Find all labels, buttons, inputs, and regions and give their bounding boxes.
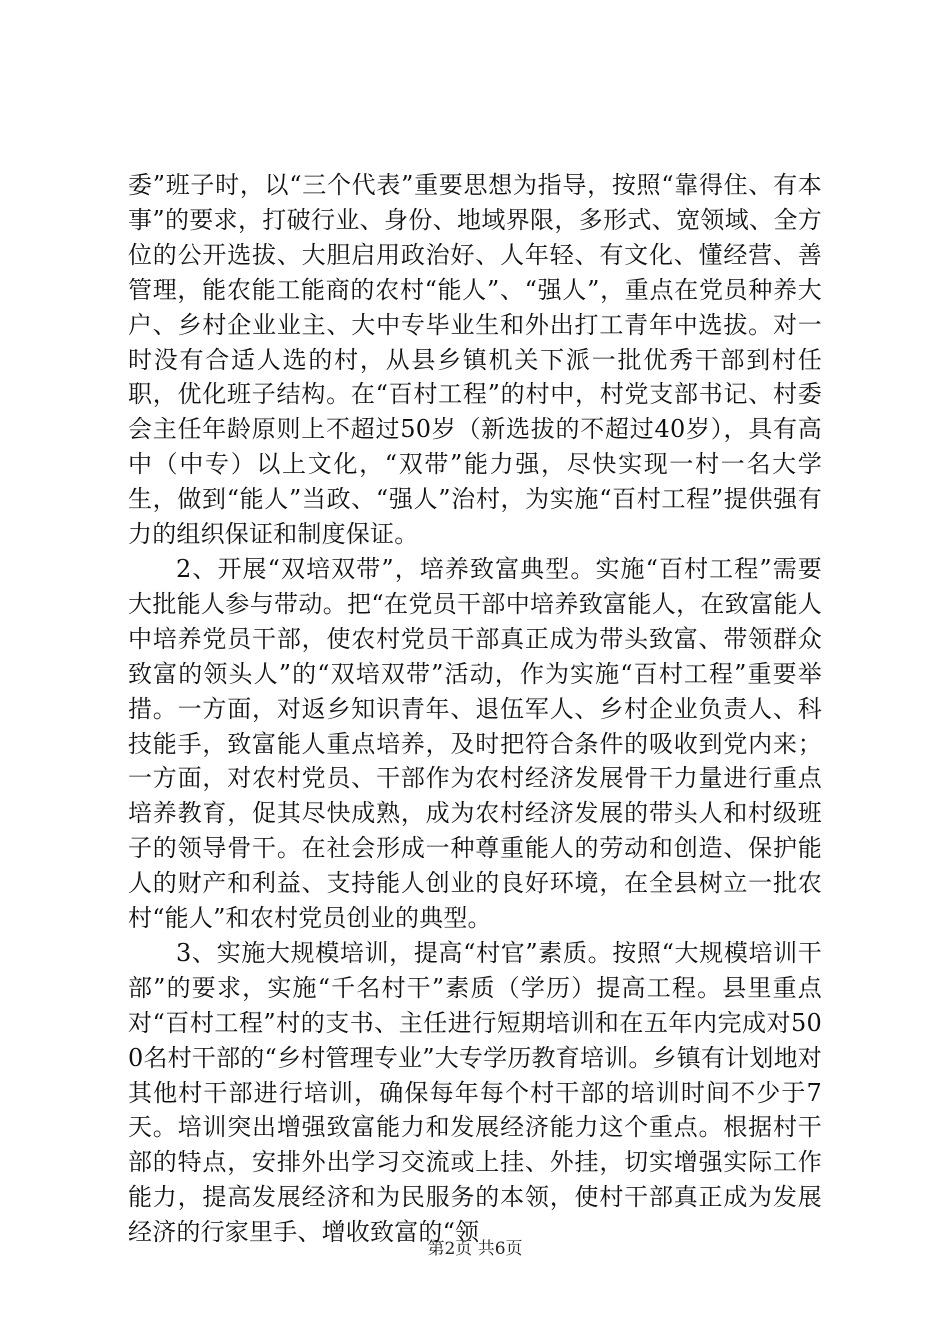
page-footer: 第2页 共6页 [427,1239,523,1259]
document-body [128,168,822,1250]
paragraph-section-2: 2、开展“双培双带”，培养致富典型。实施“百村工程”需要大批能人参与带动。把“在党员干部中培养致富能人，在致富能人中培养党员干部，使农村党员干部真正成为带头致富、带领群众致富的领头人”的“双培双带”活动，作为实施“百村工程”重要举措。一方面，对返乡知识青年、退伍军人、乡村企业负责人、科技能手，致富能人重点培养，及时把符合条件的吸收到党内来；一方面，对农村党员、干部作为农村经济发展骨干力量进行重点培养教育，促其尽快成熟，成为农村经济发展的带头人和村级班子的领导骨干。在社会形成一种尊重能人的劳动和创造、保护能人的财产和利益、支持能人创业的良好环境，在全县树立一批农村“能人”和农村党员创业的典型。 [128,554,822,933]
paragraph-section-3: 3、实施大规模培训，提高“村官”素质。按照“大规模培训干部”的要求，实施“千名村干”素质（学历）提高工程。县里重点对“百村工程”村的支书、主任进行短期培训和在五年内完成对500名村干部的“乡村管理专业”大专学历教育培训。乡镇有计划地对其他村干部进行培训，确保每年每个村干部的培训时间不少于7天。培训突出增强致富能力和发展经济能力这个重点。根据村干部的特点，安排外出学习交流或上挂、外挂，切实增强实际工作能力，提高发展经济和为民服务的本领，使村干部真正成为发展经济的行家里手、增收致富的“领 [128,938,822,1247]
paragraph-continued: 委”班子时，以“三个代表”重要思想为指导，按照“靠得住、有本事”的要求，打破行业、身份、地域界限，多形式、宽领域、全方位的公开选拔、大胆启用政治好、人年轻、有文化、懂经营、善管理，能农能工能商的农村“能人”、“强人”，重点在党员种养大户、乡村企业业主、大中专毕业生和外出打工青年中选拔。对一时没有合适人选的村，从县乡镇机关下派一批优秀干部到村任职，优化班子结构。在“百村工程”的村中，村党支部书记、村委会主任年龄原则上不超过50岁（新选拔的不超过40岁），具有高中（中专）以上文化，“双带”能力强，尽快实现一村一名大学生，做到“能人”当政、“强人”治村，为实施“百村工程”提供强有力的组织保证和制度保证。 [128,171,822,549]
